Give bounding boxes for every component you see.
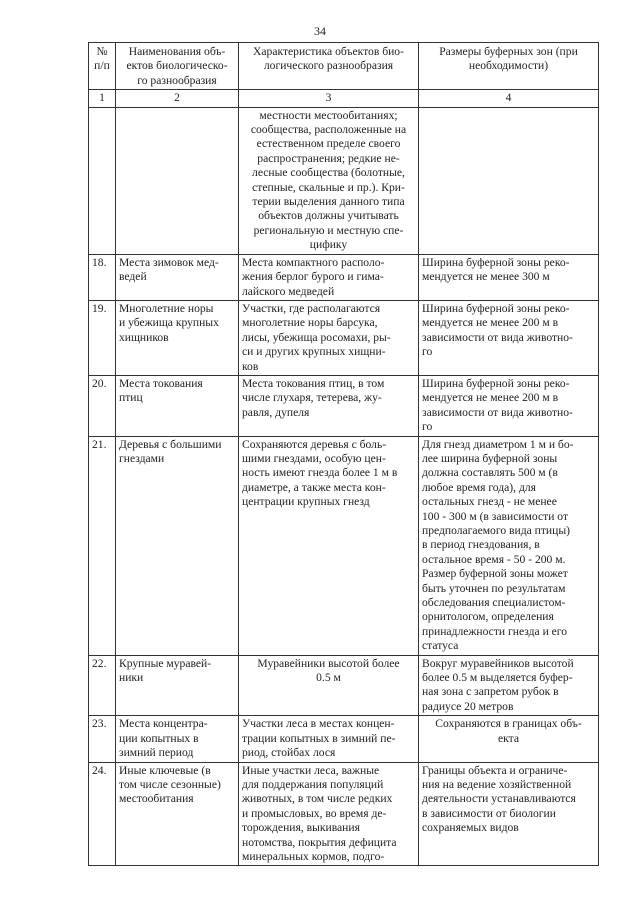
- buffer-zone-size: Ширина буферной зоны реко- мендуется не менее 200 м в зависимости от вида животно- го: [419, 375, 599, 436]
- row-number: 23.: [89, 716, 116, 762]
- object-name: Места токования птиц: [116, 375, 239, 436]
- row-number: 24.: [89, 762, 116, 866]
- table-row: [89, 716, 599, 762]
- buffer-zone-size: [419, 107, 599, 254]
- row-number: 21.: [89, 436, 116, 655]
- buffer-zone-size: Вокруг муравейников высотой более 0.5 м выделяется буфер- ная зона с запретом рубок в радиусе 20 метров: [419, 655, 599, 716]
- table-row: [89, 254, 599, 300]
- buffer-zone-size: Ширина буферной зоны реко- мендуется не менее 200 м в зависимости от вида животно- го: [419, 300, 599, 375]
- buffer-zone-size: Границы объекта и ограниче- ния на ведение хозяйственной деятельности устанавливаются в зависимости от биологии сохраняемых видов: [419, 762, 599, 866]
- object-characteristic: Участки леса в местах концен- трации копытных в зимний пе- риод, стойбах лося: [239, 716, 419, 762]
- header-num: № п/п: [89, 43, 116, 90]
- row-number: 20.: [89, 375, 116, 436]
- table-row: [89, 436, 599, 655]
- object-characteristic: Места компактного располо- жения берлог бурого и гима- лайского медведей: [239, 254, 419, 300]
- object-characteristic: Сохраняются деревья с боль- шими гнездами, особую цен- ность имеют гнезда более 1 м в диаметре, а также места кон- центрации крупных гнезд: [239, 436, 419, 655]
- object-name: Деревья с большими гнездами: [116, 436, 239, 655]
- object-name: Многолетние норы и убежища крупных хищников: [116, 300, 239, 375]
- object-characteristic: местности местообитаниях; сообщества, расположенные на естественном пределе своего распространения; редкие не- лесные сообщества (болотные, степные, скальные и пр.). Кри- терии выделения данного типа объектов должны учитывать региональную и местную спе- цифику: [239, 107, 419, 254]
- table-row: [89, 375, 599, 436]
- table-row: [89, 762, 599, 866]
- row-number: 22.: [89, 655, 116, 716]
- table-row: [89, 655, 599, 716]
- object-characteristic: Иные участки леса, важные для поддержания популяций животных, в том числе редких и промысловых, во время де- торождения, выкивания нотомства, покрытия дефицита минеральных кормов, подго-: [239, 762, 419, 866]
- table-row: [89, 107, 599, 254]
- object-name: Иные ключевые (в том числе сезонные) местообитания: [116, 762, 239, 866]
- header-row: [89, 43, 599, 90]
- buffer-zone-size: Сохраняются в границах объ- екта: [419, 716, 599, 762]
- row-number: 18.: [89, 254, 116, 300]
- object-characteristic: Муравейники высотой более 0.5 м: [239, 655, 419, 716]
- object-name: Крупные муравей- ники: [116, 655, 239, 716]
- buffer-zone-size: Для гнезд диаметром 1 м и бо- лее ширина буферной зоны должна составлять 500 м (в любое время года), для остальных гнезд - не менее 100 - 300 м (в зависимости от предполагаемого вида птицы) в период гнездования, в остальное время - 50 - 200 м. Размер буферной зоны может быть уточнен по результатам обследования специалистом- орнитологом, определения принадлежности гнезда и его статуса: [419, 436, 599, 655]
- buffer-zone-size: Ширина буферной зоны реко- мендуется не менее 300 м: [419, 254, 599, 300]
- object-name: Места концентра- ции копытных в зимний период: [116, 716, 239, 762]
- biodiversity-table: [88, 42, 599, 866]
- header-name: Наименования объ- ектов биологическо- го разнообразия: [116, 43, 239, 90]
- object-characteristic: Места токования птиц, в том числе глухаря, тетерева, жу- равля, дупеля: [239, 375, 419, 436]
- object-name: Места зимовок мед- ведей: [116, 254, 239, 300]
- header-buffer-zone: Размеры буферных зон (при необходимости): [419, 43, 599, 90]
- column-number: 1: [89, 90, 116, 107]
- header-characteristic: Характеристика объектов био- логического разнообразия: [239, 43, 419, 90]
- column-number: 2: [116, 90, 239, 107]
- row-number: 19.: [89, 300, 116, 375]
- object-characteristic: Участки, где располагаются многолетние норы барсука, лисы, убежища росомахи, ры- си и других крупных хищни- ков: [239, 300, 419, 375]
- column-number: 3: [239, 90, 419, 107]
- object-name: [116, 107, 239, 254]
- page-number: 34: [314, 24, 326, 38]
- column-number: 4: [419, 90, 599, 107]
- column-number-row: [89, 90, 599, 107]
- row-number: [89, 107, 116, 254]
- table-row: [89, 300, 599, 375]
